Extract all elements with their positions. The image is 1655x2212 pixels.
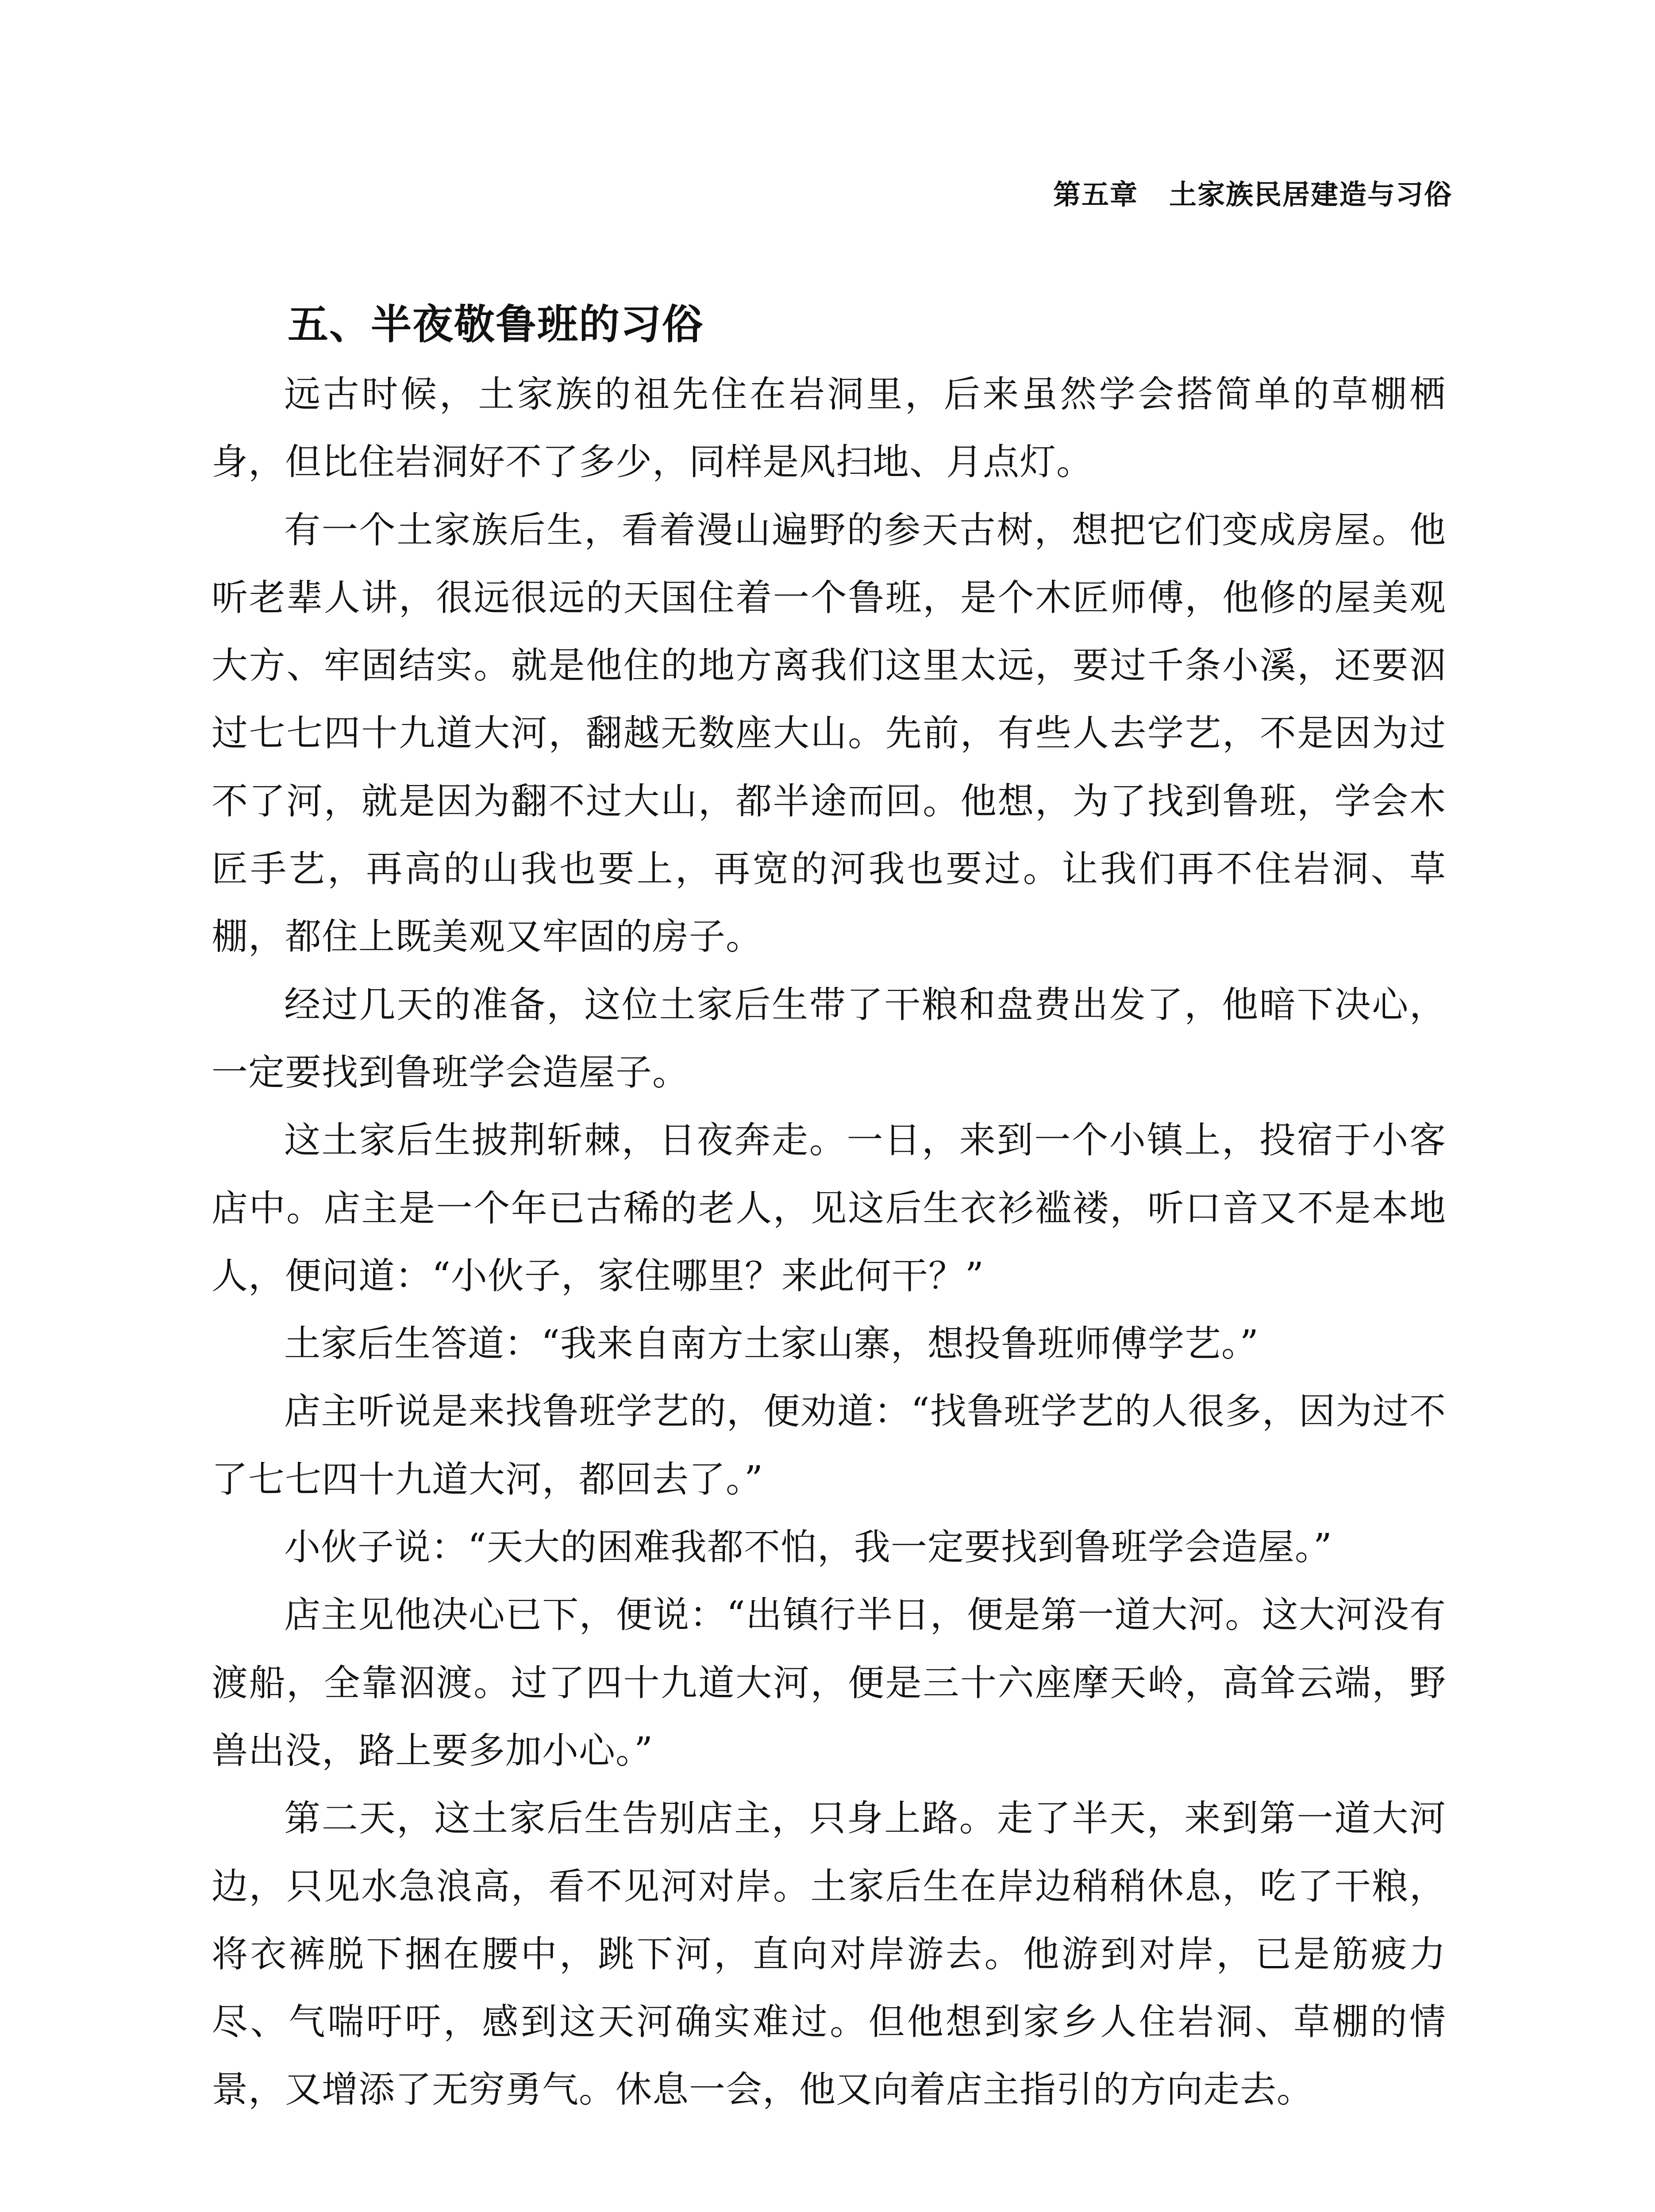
running-head	[1053, 173, 1452, 212]
paragraph: 土家后生答道：“我来自南方土家山寨，想投鲁班师傅学艺。”	[284, 1323, 1259, 1365]
paragraph: 远古时候，土家族的祖先住在岩洞里，后来虽然学会搭简单的草棚栖身，但比住岩洞好不了多少，同样是风扫地、月点灯。	[212, 373, 1446, 484]
body-text	[212, 361, 1446, 2124]
paragraph: 经过几天的准备，这位土家后生带了干粮和盘费出发了，他暗下决心，一定要找到鲁班学会造屋子。	[212, 983, 1446, 1094]
paragraph: 这土家后生披荆斩棘，日夜奔走。一日，来到一个小镇上，投宿于小客店中。店主是一个年已古稀的老人，见这后生衣衫褴褛，听口音又不是本地人，便问道：“小伙子，家住哪里？来此何干？”	[212, 1119, 1446, 1297]
chapter-title: 土家族民居建造与习俗	[1169, 178, 1452, 211]
chapter-number: 第五章	[1053, 178, 1138, 211]
section-title: 五、半夜敬鲁班的习俗	[288, 300, 704, 348]
paragraph: 小伙子说：“天大的困难我都不怕，我一定要找到鲁班学会造屋。”	[284, 1526, 1332, 1569]
paragraph: 第二天，这土家后生告别店主，只身上路。走了半天，来到第一道大河边，只见水急浪高，看不见河对岸。土家后生在岸边稍稍休息，吃了干粮，将衣裤脱下捆在腰中，跳下河，直向对岸游去。他游到对岸，已是筋疲力尽、气喘吁吁，感到这天河确实难过。但他想到家乡人住岩洞、草棚的情景，又增添了无穷勇气。休息一会，他又向着店主指引的方向走去。	[212, 1797, 1446, 2111]
paragraph: 店主见他决心已下，便说：“出镇行半日，便是第一道大河。这大河没有渡船，全靠泅渡。过了四十九道大河，便是三十六座摩天岭，高耸云端，野兽出没，路上要多加小心。”	[212, 1594, 1446, 1772]
paragraph: 店主听说是来找鲁班学艺的，便劝道：“找鲁班学艺的人很多，因为过不了七七四十九道大河，都回去了。”	[212, 1390, 1446, 1501]
paragraph: 有一个土家族后生，看着漫山遍野的参天古树，想把它们变成房屋。他听老辈人讲，很远很远的天国住着一个鲁班，是个木匠师傅，他修的屋美观大方、牢固结实。就是他住的地方离我们这里太远，要过千条小溪，还要泅过七七四十九道大河，翻越无数座大山。先前，有些人去学艺，不是因为过不了河，就是因为翻不过大山，都半途而回。他想，为了找到鲁班，学会木匠手艺，再高的山我也要上，再宽的河我也要过。让我们再不住岩洞、草棚，都住上既美观又牢固的房子。	[212, 509, 1446, 958]
